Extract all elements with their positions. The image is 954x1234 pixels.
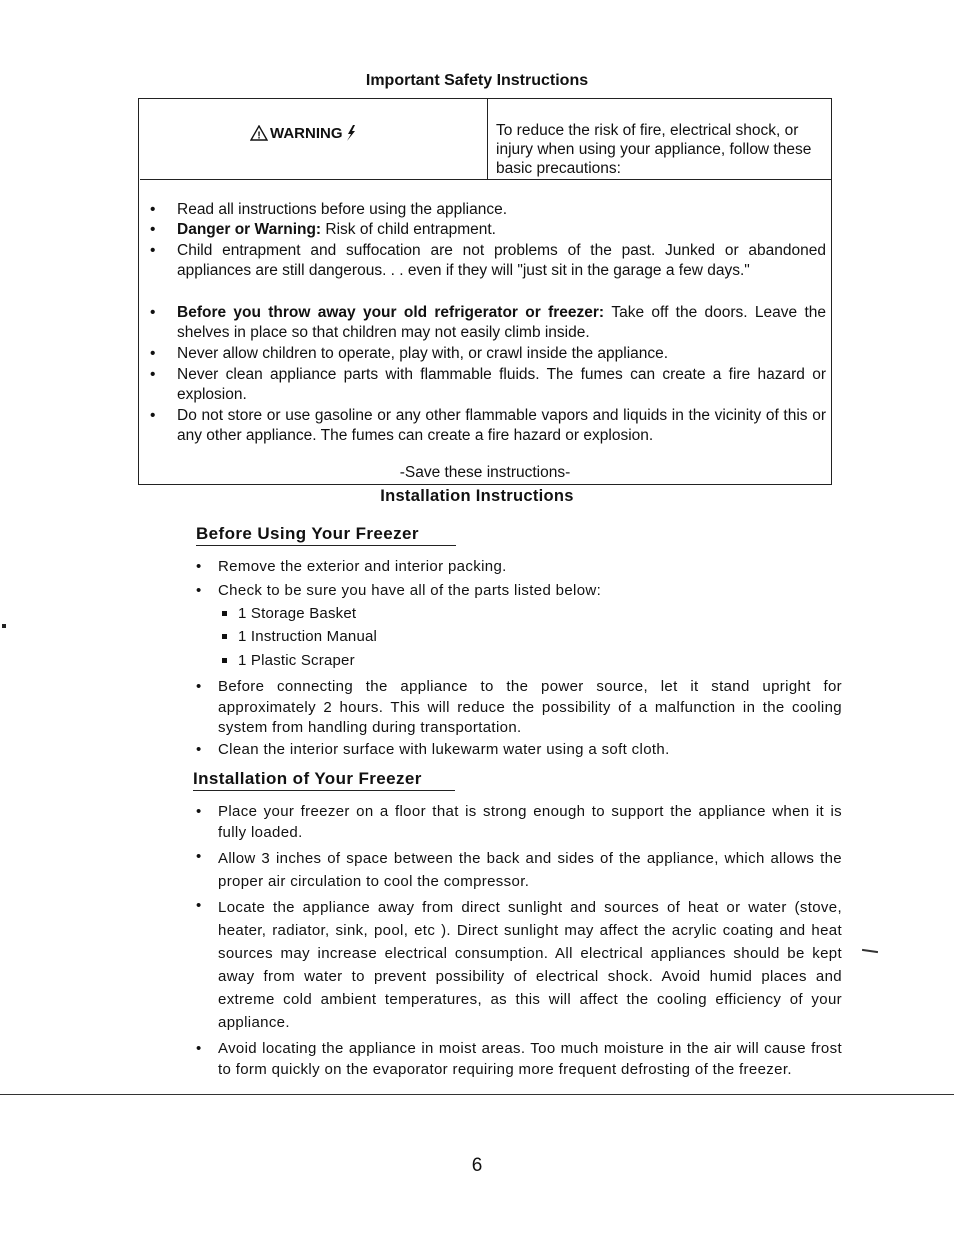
safety-bullet — [150, 241, 826, 281]
bullet-bold: Danger or Warning: — [177, 221, 326, 238]
bullet-text: Never clean appliance parts with flammable fluids. The fumes can create a fire hazard or explosion. — [177, 366, 826, 403]
bullet-icon: • — [150, 201, 156, 218]
bullet-text: Before connecting the appliance to the power source, let it stand upright for approximately 2 hours. This will reduce the possibility of a malfunction in the cooling system from handling during transportation. — [218, 678, 842, 736]
save-instructions-note: -Save these instructions- — [399, 464, 571, 481]
bullet-icon: • — [196, 1040, 202, 1057]
install-bullet — [196, 677, 842, 739]
bullet-icon: • — [196, 897, 202, 914]
parts-list-item — [222, 628, 377, 645]
install-bullet — [196, 1039, 842, 1080]
svg-text:!: ! — [257, 130, 261, 141]
bullet-icon: • — [196, 741, 202, 758]
margin-dot — [2, 624, 6, 628]
installation-title: Installation Instructions — [380, 487, 574, 505]
bullet-icon: • — [196, 848, 202, 865]
bullet-text: Clean the interior surface with lukewarm water using a soft cloth. — [218, 741, 670, 758]
bullet-icon: • — [196, 678, 202, 695]
bullet-icon: • — [196, 582, 202, 599]
parts-list-item — [222, 605, 356, 622]
bullet-icon: • — [196, 803, 202, 820]
safety-bullet — [150, 344, 826, 364]
margin-mark — [862, 949, 878, 953]
warning-label-text: WARNING — [270, 124, 343, 142]
bullet-text: Locate the appliance away from direct sunlight and sources of heat or water (stove, heater, radiator, sink, pool, etc ). Direct sunlight may affect the acrylic coating and heat sources may increase electrical consumption. All electrical appliances should be kept away from water to prevent possibility of electrical shock. Avoid humid places and extreme cold ambient temperatures, as this will affect the cooling efficiency of your appliance. — [218, 899, 842, 1031]
bullet-text: Allow 3 inches of space between the back and sides of the appliance, which allows the proper air circulation to cool the compressor. — [218, 850, 842, 890]
install-bullet — [196, 557, 842, 578]
install-bullet — [196, 896, 842, 1034]
install-bullet — [196, 740, 842, 761]
bottom-rule — [0, 1094, 954, 1095]
bullet-icon: • — [150, 345, 156, 362]
safety-bullet — [150, 303, 826, 343]
warning-triangle-icon — [250, 125, 268, 141]
warning-label — [250, 124, 357, 142]
square-bullet-icon — [222, 658, 227, 663]
bullet-text: Check to be sure you have all of the parts listed below: — [218, 582, 602, 599]
installation-heading: Installation of Your Freezer — [193, 769, 455, 791]
warning-divider-horizontal — [140, 179, 832, 180]
bullet-icon: • — [196, 558, 202, 575]
warning-text: To reduce the risk of fire, electrical shock, or injury when using your appliance, follow these basic precautions: — [496, 122, 812, 177]
parts-list-item — [222, 652, 355, 669]
bullet-text: Read all instructions before using the appliance. — [177, 201, 508, 218]
square-bullet-icon — [222, 634, 227, 639]
install-bullet — [196, 581, 842, 602]
bullet-text: Place your freezer on a floor that is strong enough to support the appliance when it is fully loaded. — [218, 803, 842, 841]
bullet-text: Do not store or use gasoline or any other flammable vapors and liquids in the vicinity of this or any other appliance. The fumes can create a fire hazard or explosion. — [177, 407, 826, 444]
warning-divider-vertical — [487, 98, 488, 180]
part-text: 1 Storage Basket — [238, 605, 357, 622]
bullet-text: Risk of child entrapment. — [325, 221, 496, 238]
bullet-icon: • — [150, 407, 156, 424]
bullet-icon: • — [150, 366, 156, 383]
square-bullet-icon — [222, 611, 227, 616]
bullet-text: Child entrapment and suffocation are not problems of the past. Junked or abandoned appliances are still dangerous. . . even if they will "just sit in the garage a few days." — [177, 242, 826, 279]
safety-bullet — [150, 406, 826, 446]
bullet-text: Avoid locating the appliance in moist areas. Too much moisture in the air will cause frost to form quickly on the evaporator requiring more frequent defrosting of the freezer. — [218, 1040, 842, 1078]
bullet-icon: • — [150, 242, 156, 259]
bullet-text: Take off the doors. Leave the shelves in place so that children may not easily climb inside. — [177, 304, 826, 341]
safety-title: Important Safety Instructions — [365, 72, 589, 89]
bullet-text: Remove the exterior and interior packing. — [218, 558, 507, 575]
install-bullet — [196, 847, 842, 893]
before-using-heading: Before Using Your Freezer — [196, 524, 456, 546]
safety-bullet — [150, 365, 826, 405]
safety-bullet — [150, 200, 826, 220]
part-text: 1 Plastic Scraper — [238, 652, 355, 669]
bullet-bold: Before you throw away your old refrigerator or freezer: — [177, 304, 612, 321]
install-bullet — [196, 802, 842, 843]
page-number: 6 — [471, 1155, 483, 1176]
lightning-bolt-icon — [345, 124, 357, 142]
safety-bullet — [150, 220, 826, 240]
bullet-icon: • — [150, 304, 156, 321]
bullet-text: Never allow children to operate, play with, or crawl inside the appliance. — [177, 345, 669, 362]
part-text: 1 Instruction Manual — [238, 628, 378, 645]
bullet-icon: • — [150, 221, 156, 238]
